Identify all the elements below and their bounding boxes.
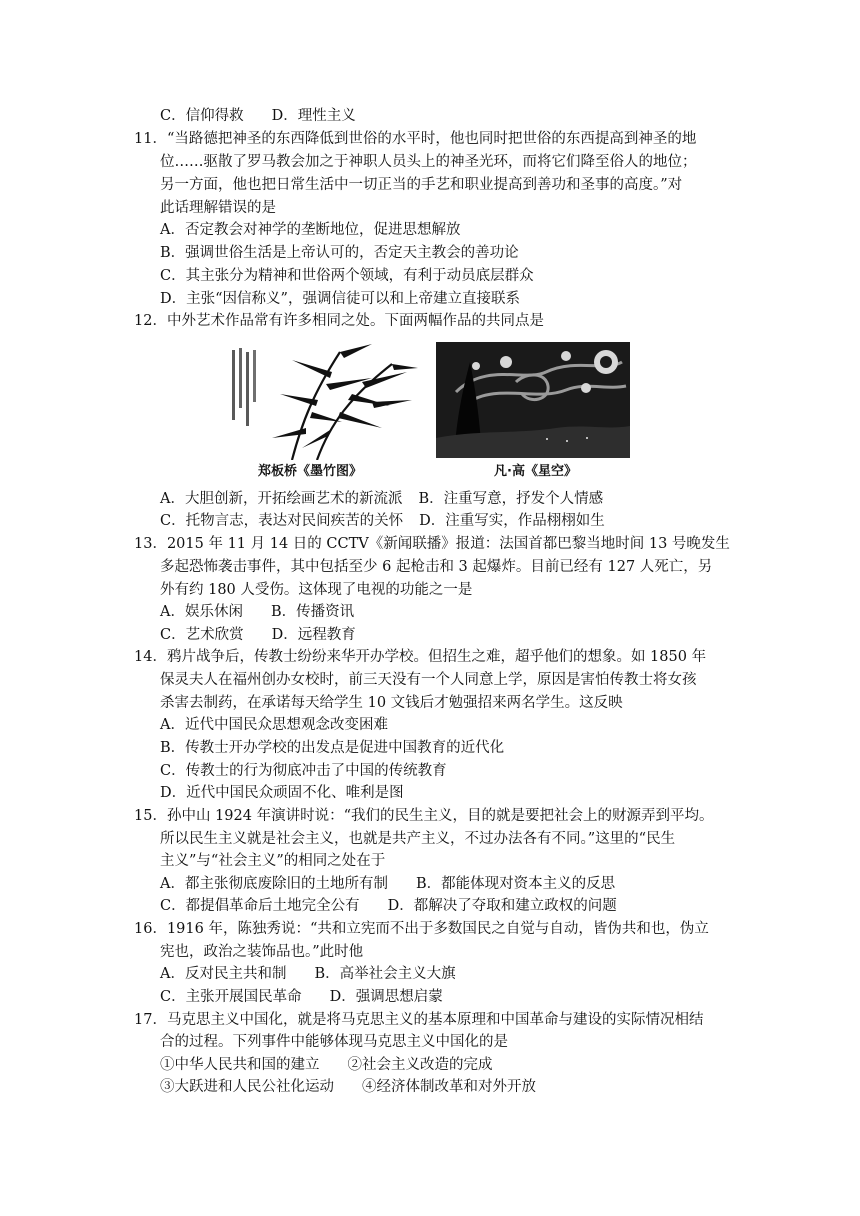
q13-stem-line-2: 多起恐怖袭击事件，其中包括至少 6 起枪击和 3 起爆炸。目前已经有 127 人死亡，另 <box>160 559 713 575</box>
q14-stem-line-2: 保灵夫人在福州创办女校时，前三天没有一个人同意上学，原因是害怕传教士将女孩 <box>160 672 697 688</box>
q13-stem-line-3: 外有约 180 人受伤。这体现了电视的功能之一是 <box>160 582 473 598</box>
q11-stem-line-2: 位……驱散了罗马教会加之于神职人员头上的神圣光环，而将它们降至俗人的地位； <box>160 154 697 170</box>
q13-options-cd <box>160 625 356 645</box>
q13-stem-line-1: 13．2015 年 11 月 14 日的 CCTV《新闻联播》报道：法国首都巴黎当地时间 13 号晚发生 <box>134 536 730 552</box>
q16-stem-line-1: 16．1916 年，陈独秀说：“共和立宪而不出于多数国民之自觉与自动，皆伪共和也，伪立 <box>134 921 709 937</box>
q13-options-ab <box>160 602 354 622</box>
q12-option-a: A．大胆创新，开拓绘画艺术的新流派 <box>160 491 403 507</box>
q11-option-b: B．强调世俗生活是上帝认可的，否定天主教会的善功论 <box>160 245 519 261</box>
q15-options-ab <box>160 874 615 894</box>
q12-option-d: D．注重写实，作品栩栩如生 <box>419 513 605 529</box>
q13-option-d: D．远程教育 <box>271 627 356 643</box>
q11-stem-line-1: 11．“当路德把神圣的东西降低到世俗的水平时，他也同时把世俗的东西提高到神圣的地 <box>134 131 697 147</box>
q14-option-a: A．近代中国民众思想观念改变困难 <box>160 717 388 733</box>
q14-option-b: B．传教士开办学校的出发点是促进中国教育的近代化 <box>160 740 505 756</box>
q11-option-d: D．主张“因信称义”，强调信徒可以和上帝建立直接联系 <box>160 291 520 307</box>
q13-option-a: A．娱乐休闲 <box>160 604 243 620</box>
q12-options-cd <box>160 511 605 531</box>
q10-options-cd <box>160 106 356 126</box>
starry-night-painting-image <box>436 342 630 458</box>
q11-stem-line-3: 另一方面，他也把日常生活中一切正当的手艺和职业提高到善功和圣事的高度。”对 <box>160 177 683 193</box>
q17-items-12 <box>160 1055 493 1075</box>
q14-stem-line-1: 14．鸦片战争后，传教士纷纷来华开办学校。但招生之难，超乎他们的想象。如 1850 年 <box>134 649 707 665</box>
q16-options-ab <box>160 964 456 984</box>
caption-starry-night: 凡·高《星空》 <box>494 464 577 479</box>
caption-bamboo-painting: 郑板桥《墨竹图》 <box>258 464 363 479</box>
q15-option-c: C．都提倡革命后土地完全公有 <box>160 898 360 914</box>
q13-option-c: C．艺术欣赏 <box>160 627 244 643</box>
q12-option-b: B．注重写意，抒发个人情感 <box>418 491 604 507</box>
q12-option-c: C．托物言志，表达对民间疾苦的关怀 <box>160 513 404 529</box>
q17-item-1: ①中华人民共和国的建立 <box>160 1057 320 1073</box>
q16-options-cd <box>160 987 443 1007</box>
q16-option-c: C．主张开展国民革命 <box>160 989 302 1005</box>
q11-option-c: C．其主张分为精神和世俗两个领域，有利于动员底层群众 <box>160 268 534 284</box>
q15-option-d: D．都解决了夺取和建立政权的问题 <box>387 898 617 914</box>
q12-figure <box>210 338 630 480</box>
q15-option-b: B．都能体现对资本主义的反思 <box>415 876 616 892</box>
q17-stem-line-1: 17．马克思主义中国化，就是将马克思主义的基本原理和中国革命与建设的实际情况相结 <box>134 1012 704 1028</box>
q17-item-3: ③大跃进和人民公社化运动 <box>160 1079 334 1095</box>
q13-option-b: B．传播资讯 <box>270 604 355 620</box>
q12-options-ab <box>160 489 603 509</box>
q15-stem-line-3: 主义”与“社会主义”的相同之处在于 <box>160 853 386 869</box>
q17-item-4: ④经济体制改革和对外开放 <box>362 1079 536 1095</box>
q11-option-a: A．否定教会对神学的垄断地位，促进思想解放 <box>160 222 461 238</box>
bamboo-painting-image <box>222 342 424 460</box>
q16-option-b: B．高举社会主义大旗 <box>314 966 456 982</box>
q12-stem: 12．中外艺术作品常有许多相同之处。下面两幅作品的共同点是 <box>134 313 544 329</box>
q14-option-d: D．近代中国民众顽固不化、唯利是图 <box>160 785 404 801</box>
q10-option-c: C．信仰得救 <box>160 108 244 124</box>
q16-stem-line-2: 宪也，政治之装饰品也。”此时他 <box>160 944 364 960</box>
q15-stem-line-1: 15．孙中山 1924 年演讲时说：“我们的民生主义，目的就是要把社会上的财源弄到平均。 <box>134 808 714 824</box>
q14-option-c: C．传教士的行为彻底冲击了中国的传统教育 <box>160 763 447 779</box>
q17-item-2: ②社会主义改造的完成 <box>347 1057 493 1073</box>
q15-option-a: A．都主张彻底废除旧的土地所有制 <box>160 876 388 892</box>
q15-stem-line-2: 所以民生主义就是社会主义，也就是共产主义，不过办法各有不同。”这里的“民生 <box>160 831 676 847</box>
q16-option-a: A．反对民主共和制 <box>160 966 287 982</box>
q11-stem-line-4: 此话理解错误的是 <box>160 200 276 216</box>
q10-option-d: D．理性主义 <box>271 108 356 124</box>
q17-items-34 <box>160 1077 536 1097</box>
q17-stem-line-2: 合的过程。下列事件中能够体现马克思主义中国化的是 <box>160 1034 508 1050</box>
q15-options-cd <box>160 896 617 916</box>
q14-stem-line-3: 杀害去制药，在承诺每天给学生 10 文钱后才勉强招来两名学生。这反映 <box>160 695 623 711</box>
q16-option-d: D．强调思想启蒙 <box>329 989 443 1005</box>
